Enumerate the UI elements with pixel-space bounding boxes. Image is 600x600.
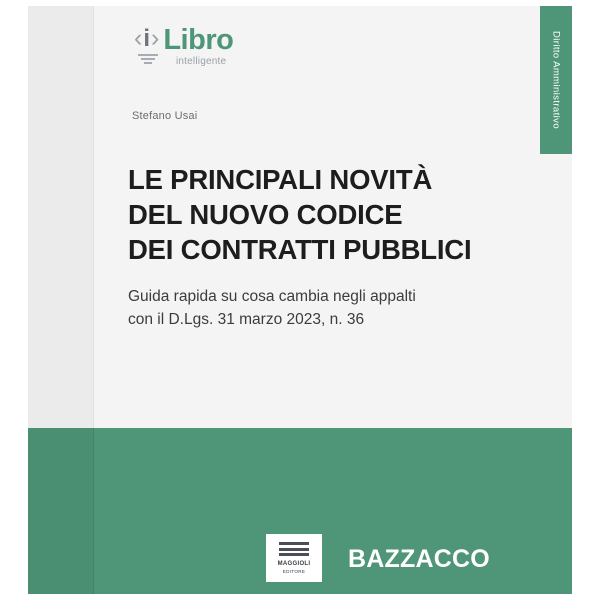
signal-bars-icon (138, 54, 160, 66)
publisher-suffix: EDITORE (282, 568, 306, 574)
book-title (128, 162, 528, 268)
imprint-name: BAZZACCO (348, 545, 490, 573)
book-title-line: DEI CONTRATTI PUBBLICI (128, 234, 472, 266)
logo-bracket-left-icon: ‹ (134, 24, 143, 52)
author-name: Stefano Usai (132, 110, 198, 122)
book-title-line: LE PRINCIPALI NOVITÀ (128, 164, 433, 195)
book-subtitle-line: con il D.Lgs. 31 marzo 2023, n. 36 (128, 311, 365, 329)
book-subtitle-line: Guida rapida su cosa cambia negli appalti (128, 288, 416, 305)
maggioli-bars-icon (279, 542, 309, 559)
publisher-logo (266, 534, 322, 582)
book-title-line: DEL NUOVO CODICE (128, 199, 403, 231)
series-tab (540, 6, 572, 154)
cover-spine-green-block (28, 428, 94, 594)
series-tab-label: Diritto Amministrativo (550, 30, 562, 130)
cover-green-block (94, 428, 572, 594)
logo-bracket-right-icon: › (151, 24, 160, 52)
book-subtitle (128, 285, 528, 332)
logo-tagline: intelligente (176, 56, 227, 67)
logo-i-badge (134, 26, 159, 51)
publisher-name: MAGGIOLI (277, 560, 311, 567)
logo-wordmark: Libro (163, 24, 234, 56)
libro-intelligente-logo (134, 26, 233, 55)
logo-letter: i (143, 24, 150, 52)
